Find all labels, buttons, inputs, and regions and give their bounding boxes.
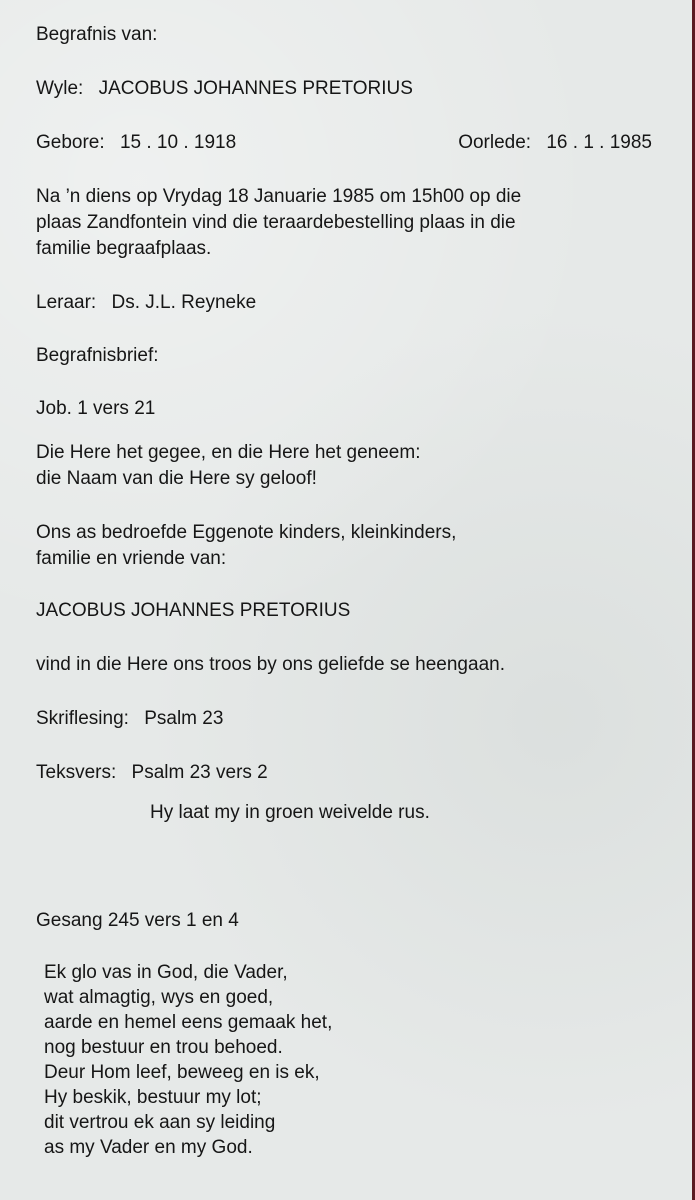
scripture-ref: Job. 1 vers 21 bbox=[36, 398, 156, 419]
reading-label: Skriflesing: bbox=[36, 708, 129, 729]
minister-label: Leraar: bbox=[36, 292, 97, 313]
scripture-text bbox=[36, 440, 420, 492]
born-group bbox=[36, 132, 236, 154]
hymn-line: dit vertrou ek aan sy leiding bbox=[44, 1112, 276, 1133]
reading-line bbox=[36, 708, 223, 730]
bereaved-paragraph bbox=[36, 520, 456, 572]
deceased-line bbox=[36, 78, 413, 100]
text-verse-label: Teksvers: bbox=[36, 762, 117, 783]
reading-value: Psalm 23 bbox=[144, 708, 224, 729]
bereaved-line: familie en vriende van: bbox=[36, 548, 227, 569]
bereaved-line: Ons as bedroefde Eggenote kinders, kleinkinders, bbox=[36, 522, 457, 543]
hymn-line: as my Vader en my God. bbox=[44, 1137, 253, 1158]
service-line: familie begraafplaas. bbox=[36, 238, 212, 259]
died-date: 16 . 1 . 1985 bbox=[546, 132, 652, 153]
minister-line bbox=[36, 292, 256, 314]
deceased-label: Wyle: bbox=[36, 78, 84, 99]
scripture-line: Die Here het gegee, en die Here het geneem: bbox=[36, 442, 421, 463]
header-text: Begrafnis van: bbox=[36, 24, 158, 45]
text-verse-line bbox=[36, 762, 268, 784]
hymn-line: aarde en hemel eens gemaak het, bbox=[44, 1012, 333, 1033]
born-label: Gebore: bbox=[36, 132, 105, 153]
hymn-stanza bbox=[44, 960, 332, 1160]
service-line: Na ’n diens op Vrydag 18 Januarie 1985 om 15h00 op die bbox=[36, 186, 522, 207]
hymn-line: wat almagtig, wys en goed, bbox=[44, 987, 274, 1008]
born-date: 15 . 10 . 1918 bbox=[119, 132, 237, 153]
hymn-line: nog bestuur en trou behoed. bbox=[44, 1037, 283, 1058]
scripture-line: die Naam van die Here sy geloof! bbox=[36, 468, 317, 489]
deceased-name: JACOBUS JOHANNES PRETORIUS bbox=[98, 78, 413, 99]
hymn-line: Ek glo vas in God, die Vader, bbox=[44, 962, 288, 983]
text-verse-value: Psalm 23 vers 2 bbox=[131, 762, 268, 783]
letter-label: Begrafnisbrief: bbox=[36, 345, 159, 366]
deceased-name-repeat: JACOBUS JOHANNES PRETORIUS bbox=[36, 600, 351, 621]
minister-name: Ds. J.L. Reyneke bbox=[111, 292, 257, 313]
comfort-line: vind in die Here ons troos by ons geliefde se heengaan. bbox=[36, 654, 505, 675]
service-line: plaas Zandfontein vind die teraardebestelling plaas in die bbox=[36, 212, 516, 233]
service-paragraph bbox=[36, 184, 521, 262]
died-group bbox=[458, 132, 652, 154]
hymn-ref: Gesang 245 vers 1 en 4 bbox=[36, 910, 239, 931]
hymn-line: Hy beskik, bestuur my lot; bbox=[44, 1087, 262, 1108]
verse-quote: Hy laat my in groen weivelde rus. bbox=[150, 802, 430, 823]
hymn-line: Deur Hom leef, beweeg en is ek, bbox=[44, 1062, 320, 1083]
dates-row bbox=[36, 132, 652, 154]
died-label: Oorlede: bbox=[458, 132, 532, 153]
